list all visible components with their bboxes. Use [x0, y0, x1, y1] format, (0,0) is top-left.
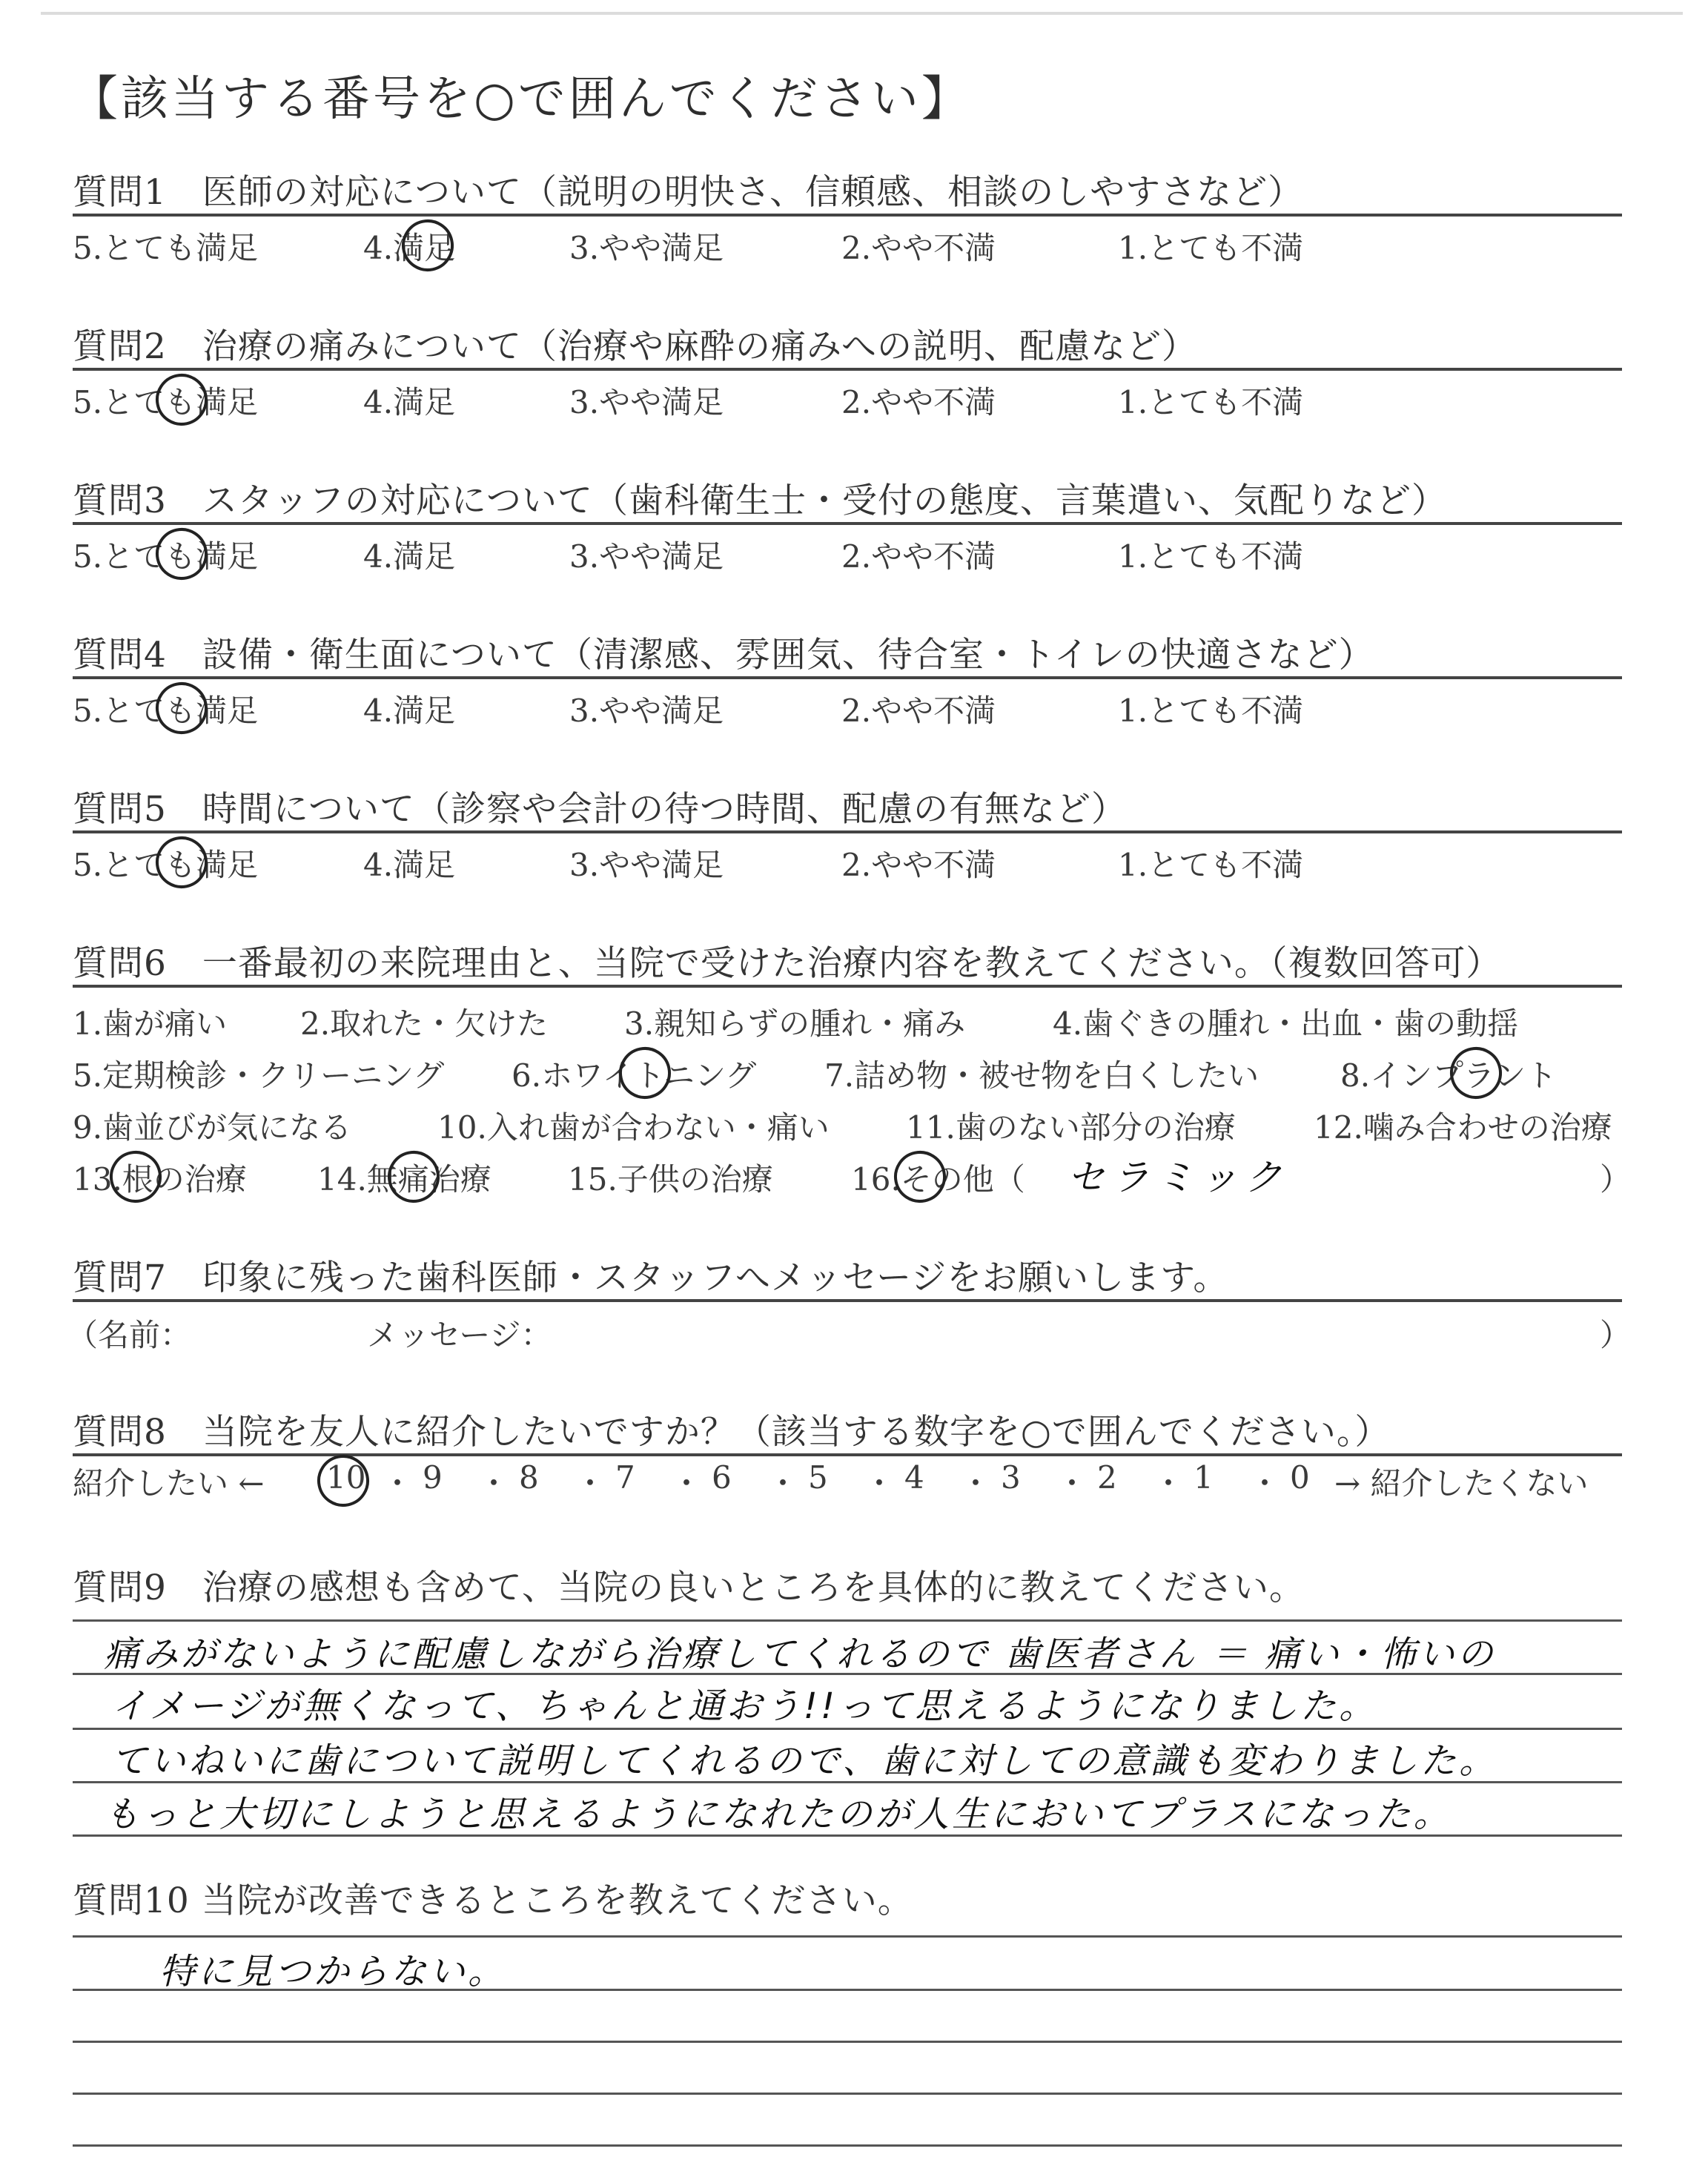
question-rule: [73, 368, 1622, 371]
question-2-title: 質問2 治療の痛みについて（治療や麻酔の痛みへの説明、配慮など）: [73, 326, 1198, 367]
scale-separator: ・: [382, 1465, 414, 1502]
q2-option[interactable]: 1.とても不満: [1118, 384, 1304, 420]
q7-close: ）: [1600, 1317, 1632, 1353]
q6-option[interactable]: 13.根の治療: [73, 1161, 247, 1198]
q6-option[interactable]: 12.噛み合わせの治療: [1314, 1109, 1612, 1146]
q1-option[interactable]: 1.とても不満: [1118, 230, 1304, 266]
scale-value-0[interactable]: 0: [1290, 1459, 1310, 1496]
q3-option[interactable]: 5.とても満足: [73, 538, 259, 575]
question-10: [73, 1873, 1622, 1923]
scale-value-4[interactable]: 4: [904, 1459, 924, 1496]
q2-option[interactable]: 3.やや満足: [569, 384, 724, 420]
q9-answer-line-2: イメージが無くなって、ちゃんと通おう!!って思えるようになりました。: [111, 1685, 1378, 1727]
scale-separator: ・: [1056, 1465, 1088, 1502]
scale-value-6[interactable]: 6: [712, 1459, 732, 1496]
q5-option[interactable]: 4.満足: [363, 847, 456, 883]
question-8: [73, 1404, 1622, 1454]
question-6-title: 質問6 一番最初の来院理由と、当院で受けた治療内容を教えてください。（複数回答可）: [73, 943, 1502, 984]
question-5: [73, 782, 1622, 831]
question-10-title: 質問10 当院が改善できるところを教えてください。: [73, 1880, 913, 1921]
question-rule: [73, 522, 1622, 525]
answer-line: [73, 2041, 1622, 2043]
scale-separator: ・: [478, 1465, 510, 1502]
question-2: [73, 319, 1622, 369]
question-rule: [73, 830, 1622, 833]
scale-separator: ・: [864, 1465, 896, 1502]
form-heading: 【該当する番号を○で囲んでください】: [70, 72, 972, 127]
q3-option[interactable]: 4.満足: [363, 538, 456, 575]
q5-option[interactable]: 5.とても満足: [73, 847, 259, 883]
q5-option[interactable]: 3.やや満足: [569, 847, 724, 883]
q4-option[interactable]: 3.やや満足: [569, 693, 724, 729]
scale-separator: ・: [767, 1465, 799, 1502]
q1-option[interactable]: 3.やや満足: [569, 230, 724, 266]
question-3: [73, 473, 1622, 523]
question-3-title: 質問3 スタッフの対応について（歯科衛生士・受付の態度、言葉遣い、気配りなど）: [73, 480, 1447, 521]
q9-answer-line-4: もっと大切にしようと思えるようになれたのが人生においてプラスになった。: [104, 1794, 1452, 1835]
answer-line: [73, 2093, 1622, 2095]
q6-other-answer: セラミック: [1068, 1156, 1289, 1199]
question-4-title: 質問4 設備・衛生面について（清潔感、雰囲気、待合室・トイレの快適さなど）: [73, 635, 1374, 676]
question-7: [73, 1250, 1622, 1300]
q4-option[interactable]: 4.満足: [363, 693, 456, 729]
q5-option[interactable]: 1.とても不満: [1118, 847, 1304, 883]
question-9-title: 質問9 治療の感想も含めて、当院の良いところを具体的に教えてください。: [73, 1568, 1305, 1608]
q6-option[interactable]: 5.定期検診・クリーニング: [73, 1057, 445, 1094]
scale-value-9[interactable]: 9: [423, 1459, 443, 1496]
q1-option[interactable]: 5.とても満足: [73, 230, 259, 266]
scale-separator: ・: [1153, 1465, 1185, 1502]
scale-value-2[interactable]: 2: [1097, 1459, 1117, 1496]
question-rule: [73, 214, 1622, 217]
q6-option[interactable]: 10.入れ歯が合わない・痛い: [437, 1109, 830, 1146]
answer-line: [73, 1935, 1622, 1938]
q2-option[interactable]: 5.とても満足: [73, 384, 259, 420]
scale-value-10[interactable]: 10: [326, 1459, 366, 1496]
scale-separator: ・: [575, 1465, 606, 1502]
q1-option[interactable]: 4.満足: [363, 230, 456, 266]
q6-other-close: ）: [1600, 1161, 1632, 1198]
question-4: [73, 627, 1622, 677]
q7-name-label: （名前：: [67, 1317, 192, 1353]
recommend-scale: [73, 1459, 265, 1504]
q6-option[interactable]: 9.歯並びが気になる: [73, 1109, 352, 1146]
question-5-title: 質問5 時間について（診察や会計の待つ時間、配慮の有無など）: [73, 789, 1127, 830]
scale-value-3[interactable]: 3: [1001, 1459, 1021, 1496]
q6-option[interactable]: 11.歯のない部分の治療: [906, 1109, 1236, 1146]
top-rule: [41, 12, 1683, 15]
question-rule: [73, 985, 1622, 988]
q6-option[interactable]: 15.子供の治療: [568, 1161, 773, 1198]
q2-option[interactable]: 2.やや不満: [841, 384, 996, 420]
scale-separator: ・: [1249, 1465, 1281, 1502]
answer-line: [73, 2144, 1622, 2147]
scale-value-7[interactable]: 7: [615, 1459, 635, 1496]
q3-option[interactable]: 3.やや満足: [569, 538, 724, 575]
q10-answer: 特に見つからない。: [159, 1951, 507, 1992]
q1-option[interactable]: 2.やや不満: [841, 230, 996, 266]
scale-right-label: → 紹介したくない: [1334, 1465, 1589, 1502]
scale-left-label: 紹介したい ←: [73, 1465, 265, 1502]
q3-option[interactable]: 1.とても不満: [1118, 538, 1304, 575]
q6-option[interactable]: 16.その他（: [851, 1161, 1025, 1198]
q6-option[interactable]: 2.取れた・欠けた: [300, 1005, 549, 1042]
q9-answer-line-3: ていねいに歯について説明してくれるので、歯に対しての意識も変わりました。: [111, 1740, 1498, 1782]
q6-option[interactable]: 7.詰め物・被せ物を白くしたい: [824, 1057, 1260, 1094]
q5-option[interactable]: 2.やや不満: [841, 847, 996, 883]
question-9: [73, 1560, 1622, 1610]
question-1-title: 質問1 医師の対応について（説明の明快さ、信頼感、相談のしやすさなど）: [73, 172, 1304, 213]
q4-option[interactable]: 1.とても不満: [1118, 693, 1304, 729]
scale-separator: ・: [960, 1465, 992, 1502]
question-1: [73, 165, 1622, 214]
question-8-title: 質問8 当院を友人に紹介したいですか？（該当する数字を○で囲んでください。）: [73, 1412, 1391, 1453]
q2-option[interactable]: 4.満足: [363, 384, 456, 420]
scale-value-8[interactable]: 8: [519, 1459, 539, 1496]
scale-separator: ・: [671, 1465, 703, 1502]
q6-option[interactable]: 1.歯が痛い: [73, 1005, 228, 1042]
q4-option[interactable]: 2.やや不満: [841, 693, 996, 729]
q6-option[interactable]: 4.歯ぐきの腫れ・出血・歯の動揺: [1053, 1005, 1519, 1042]
q6-option[interactable]: 8.インプラント: [1340, 1057, 1558, 1094]
scale-value-1[interactable]: 1: [1194, 1459, 1214, 1496]
q9-answer-line-1: 痛みがないように配慮しながら治療してくれるので 歯医者さん ＝ 痛い・怖いの: [104, 1634, 1496, 1675]
question-rule: [73, 1299, 1622, 1302]
q6-option[interactable]: 14.無痛治療: [317, 1161, 491, 1198]
question-6: [73, 936, 1622, 985]
question-rule: [73, 676, 1622, 679]
question-7-title: 質問7 印象に残った歯科医師・スタッフへメッセージをお願いします。: [73, 1258, 1229, 1298]
q6-option[interactable]: 3.親知らずの腫れ・痛み: [624, 1005, 966, 1042]
answer-line: [73, 1619, 1622, 1622]
q7-message-label: メッセージ：: [367, 1317, 552, 1353]
question-rule: [73, 1453, 1622, 1456]
q3-option[interactable]: 2.やや不満: [841, 538, 996, 575]
scale-value-5[interactable]: 5: [808, 1459, 828, 1496]
q6-option[interactable]: 6.ホワイトニング: [512, 1057, 757, 1094]
q4-option[interactable]: 5.とても満足: [73, 693, 259, 729]
